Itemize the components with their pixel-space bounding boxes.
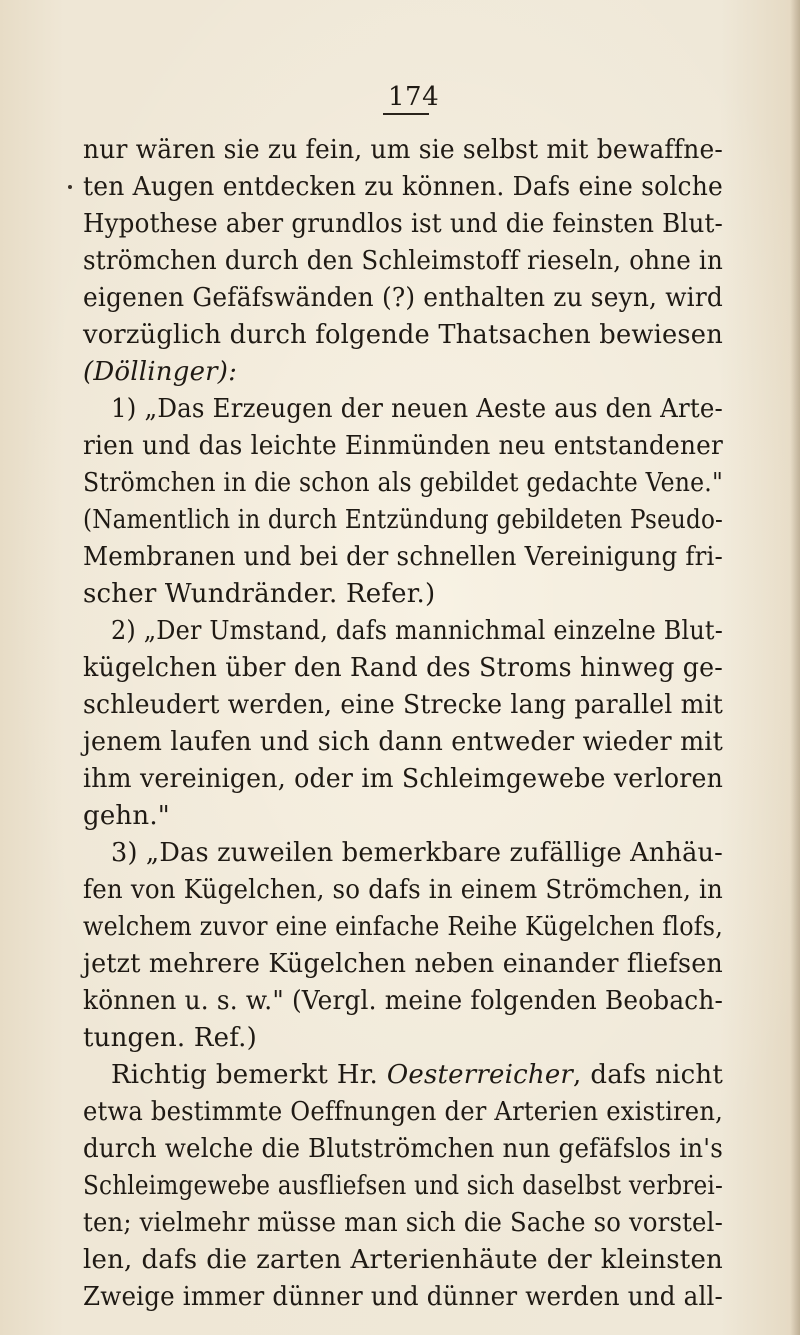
- text-line: durch welche die Blutströmchen nun gefäfslos in's: [83, 1134, 723, 1164]
- text-line: etwa bestimmte Oeffnungen der Arterien existiren,: [83, 1097, 724, 1127]
- text-line: 3) „Das zuweilen bemerkbare zufällige Anhäu-: [111, 838, 723, 868]
- text-line: Strömchen in die schon als gebildet gedachte Vene.": [83, 468, 724, 498]
- page-number-underline: [383, 113, 429, 115]
- text-line: strömchen durch den Schleimstoff rieseln, ohne in: [83, 246, 723, 276]
- page-number: 174: [388, 82, 440, 112]
- text-line: eigenen Gefäfswänden (?) enthalten zu seyn, wird: [83, 283, 723, 313]
- text-line: vorzüglich durch folgende Thatsachen bewiesen: [83, 320, 723, 350]
- text-line: Richtig bemerkt Hr. Oesterreicher, dafs nicht: [111, 1060, 723, 1090]
- text-line: kügelchen über den Rand des Stroms hinweg ge-: [83, 653, 724, 683]
- text-line: Membranen und bei der schnellen Vereinigung fri-: [83, 542, 724, 572]
- text-line: scher Wundränder. Refer.): [83, 579, 436, 609]
- text-line: Schleimgewebe ausfliefsen und sich daselbst verbrei-: [83, 1171, 723, 1201]
- text-line: (Namentlich in durch Entzündung gebildeten Pseudo-: [83, 505, 724, 535]
- text-line: welchem zuvor eine einfache Reihe Kügelchen flofs,: [83, 912, 723, 942]
- text-line: gehn.": [83, 801, 170, 831]
- text-line: 2) „Der Umstand, dafs mannichmal einzelne Blut-: [111, 616, 723, 646]
- text-line: schleudert werden, eine Strecke lang parallel mit: [83, 690, 724, 720]
- text-line: len, dafs die zarten Arterienhäute der kleinsten: [83, 1245, 723, 1275]
- page-edge-shadow: [790, 0, 800, 1335]
- text-line: können u. s. w." (Vergl. meine folgenden Beobach-: [83, 986, 724, 1016]
- text-line: 1) „Das Erzeugen der neuen Aeste aus den Arte-: [111, 394, 724, 424]
- ink-speck: [68, 185, 72, 189]
- text-line: ten Augen entdecken zu können. Dafs eine solche: [83, 172, 723, 202]
- body-text: [83, 132, 723, 1316]
- text-line: ten; vielmehr müsse man sich die Sache so vorstel-: [83, 1208, 723, 1238]
- italic-name: Oesterreicher: [386, 1060, 574, 1090]
- text-line: jetzt mehrere Kügelchen neben einander fliefsen: [83, 949, 723, 979]
- text-line: fen von Kügelchen, so dafs in einem Strömchen, in: [83, 875, 723, 905]
- text-line: tungen. Ref.): [83, 1023, 257, 1053]
- text-line: Hypothese aber grundlos ist und die feinsten Blut-: [83, 209, 724, 239]
- text-line: rien und das leichte Einmünden neu entstandener: [83, 431, 723, 461]
- text-line: (Döllinger):: [83, 357, 238, 387]
- text-line: jenem laufen und sich dann entweder wieder mit: [83, 727, 723, 757]
- text-line: ihm vereinigen, oder im Schleimgewebe verloren: [83, 764, 724, 794]
- text-line: Zweige immer dünner und dünner werden und all-: [83, 1282, 724, 1312]
- text-line: nur wären sie zu fein, um sie selbst mit bewaffne-: [83, 135, 724, 165]
